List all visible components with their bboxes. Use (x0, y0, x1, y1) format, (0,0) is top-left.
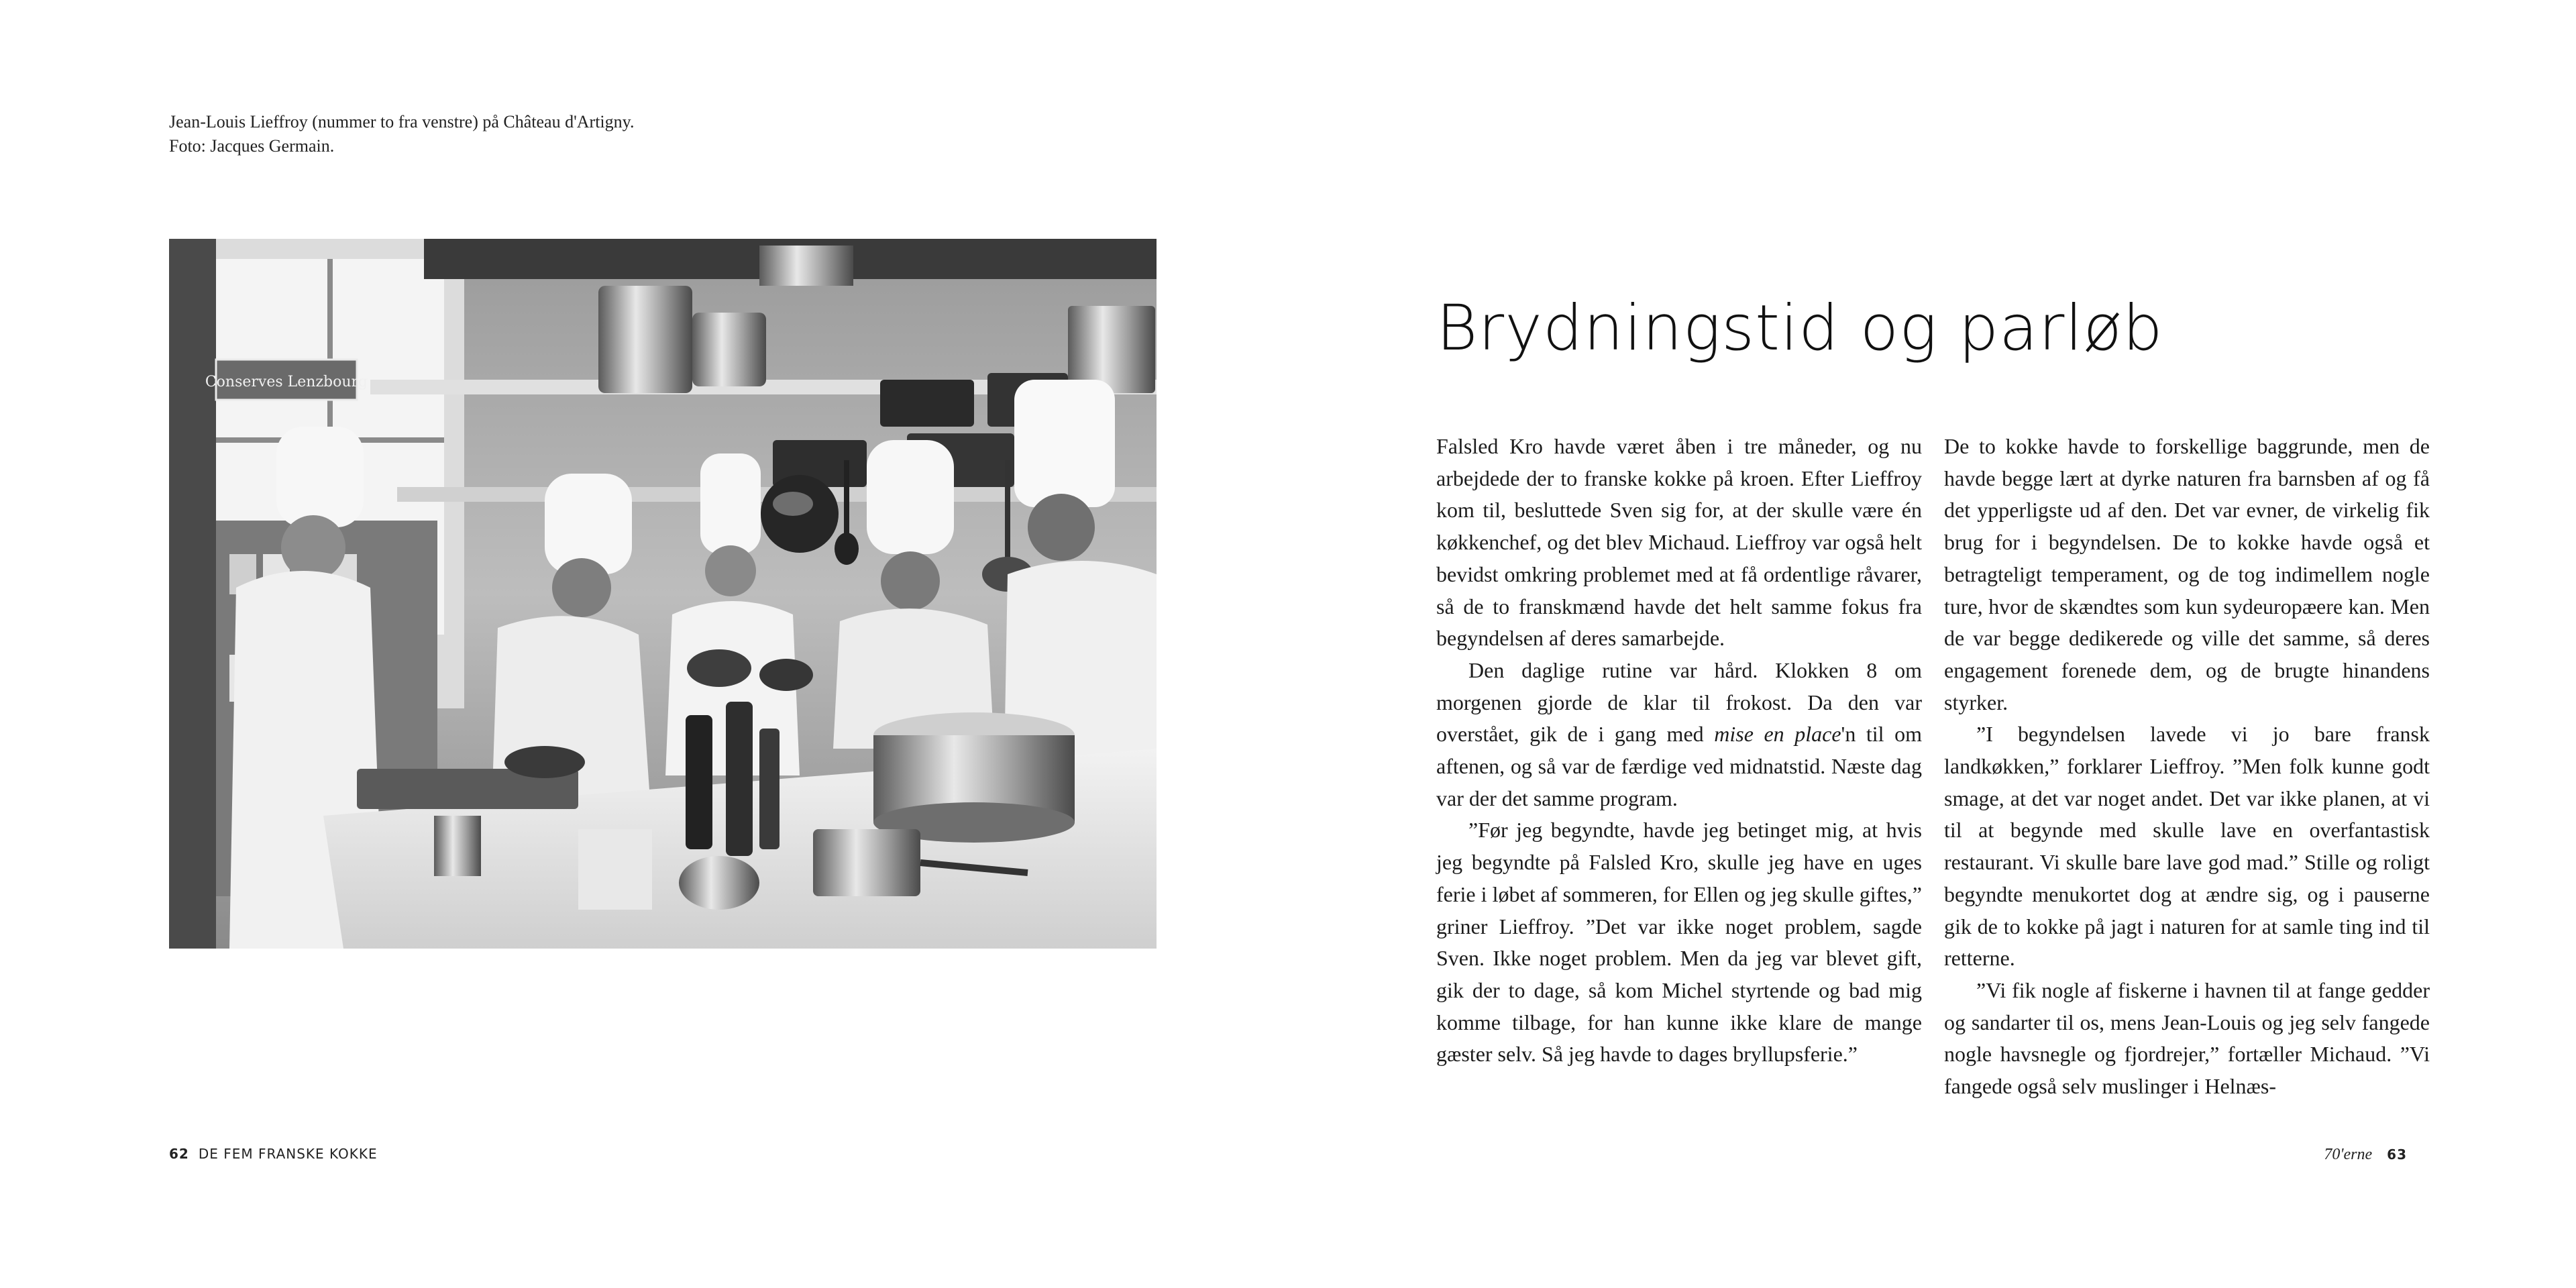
folio-right (2324, 1146, 2407, 1164)
paragraph-emphasis: mise en place (1714, 722, 1841, 747)
running-section-right: 70'erne (2324, 1146, 2373, 1163)
kitchen-photo-illustration (169, 239, 1157, 949)
paragraph: ”Vi fik nogle af fiskerne i havnen til at fange gedder og sandarter til os, mens Jean-Louis og jeg selv fangede nogle havsnegle og fjordrejer,” fortæller Michaud. ”Vi fangede også selv muslinger i Helnæs- (1944, 977, 2430, 1099)
paragraph-text: Den daglige rutine var hård. Klokken 8 om morgenen gjorde de klar til frokost. Da den var overstået, gik de i gang med (1436, 657, 1922, 747)
photo-sign: Conserves Lenzbourg (205, 374, 368, 390)
paragraph: De to kokke havde to forskellige baggrunde, men de havde begge lært at dyrke naturen fra barnsben af og få det ypperligste ud af den. Det var evner, de virkelig fik brug for i begyndelsen. De to kokke havde også et betragteligt temperament, og de tog indimellem nogle ture, hvor de skændtes som kun sydeuropæere kan. Men de var begge dedikerede og ville det samme, så deres engagement forenede dem, og de brugte hinandens styrker. (1944, 434, 2430, 714)
paragraph: ”Før jeg begyndte, havde jeg betinget mig, at hvis jeg begyndte på Falsled Kro, skulle jeg have en uges ferie i løbet af sommeren, for Ellen og jeg skulle giftes,” griner Lieffroy. ”Det var ikke noget problem, sagde Sven. Ikke noget problem. Men da jeg var blevet gift, gik der to dage, så kom Michel styrtende og bad mig komme tilbage, for han kunne ikke klare de mange gæster selv. Så jeg havde to dages bryllupsferie.” (1436, 818, 1922, 1067)
right-page (1288, 0, 2576, 1288)
paragraph: Falsled Kro havde været åben i tre måneder, og nu arbejdede der to franske kokke på kroen. Efter Lieffroy kom til, besluttede Sven sig for, at der skulle være én køkkenchef, og det blev Michaud. Lieffroy var også helt bevidst omkring problemet med at få ordentlige råvarer, så de to franskmænd havde det helt samme fokus fra begyndelsen af deres samarbejde. (1436, 434, 1922, 651)
folio-left (169, 1146, 378, 1162)
text-column-2 (1944, 431, 2430, 1103)
page-number-left: 62 (169, 1146, 189, 1162)
photo-caption: Jean-Louis Lieffroy (nummer to fra venstre) på Château d'Artigny. Foto: Jacques Germain. (169, 112, 635, 156)
page-number-right: 63 (2387, 1146, 2407, 1163)
text-column-1 (1436, 431, 1922, 1071)
kitchen-photo (169, 239, 1157, 949)
running-title-left: DE FEM FRANSKE KOKKE (198, 1146, 378, 1162)
paragraph (1436, 655, 1922, 815)
chapter-heading: Brydningstid og parløb (1436, 292, 2163, 365)
paragraph-text: 'n til om aftenen, og så var de færdige ved midnatstid. Næste dag var der det samme program. (1436, 722, 1923, 810)
paragraph: ”I begyndelsen lavede vi jo bare fransk landkøkken,” forklarer Lieffroy. ”Men folk kunne godt smage, at det var noget andet. Det var ikke planen, at vi til at begynde med skulle lave en overfantastisk restaurant. Vi skulle bare lave god mad.” Stille og roligt begyndte menukortet dog at ændre sig, og i pauserne gik de to kokke på jagt i naturen for at samle ting ind til retterne. (1944, 722, 2430, 971)
